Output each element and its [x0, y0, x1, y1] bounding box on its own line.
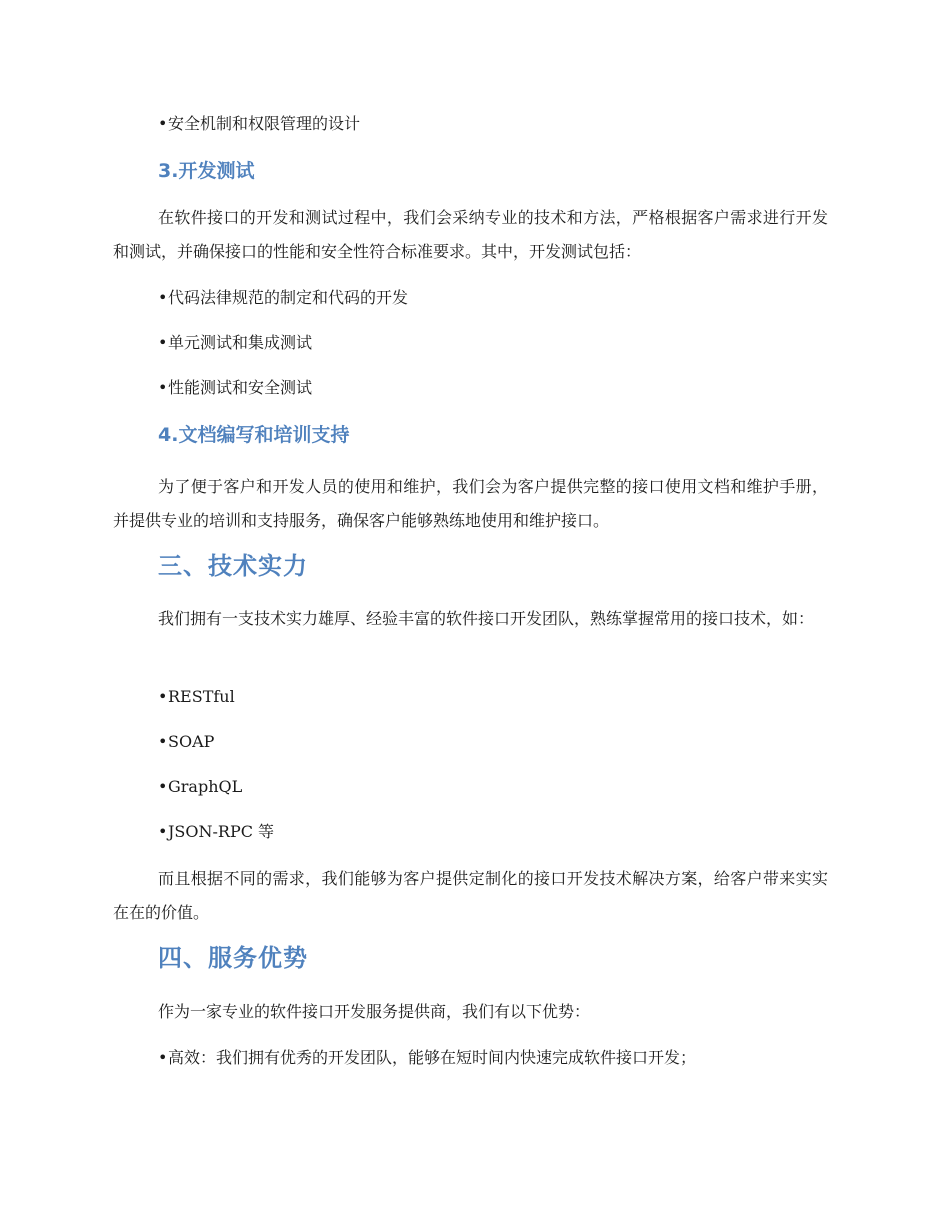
bullet-item [158, 1046, 828, 1070]
bullet-dot: • [158, 822, 168, 841]
bullet-item [158, 376, 828, 400]
chapter-heading-service: 四、服务优势 [158, 944, 308, 972]
bullet-text: RESTful [168, 687, 235, 706]
chapter-heading-tech: 三、技术实力 [158, 552, 308, 580]
bullet-text: 代码法律规范的制定和代码的开发 [168, 288, 409, 307]
bullet-dot: • [158, 732, 168, 751]
bullet-dot: • [158, 378, 168, 397]
bullet-text: SOAP [168, 732, 215, 751]
bullet-text: 单元测试和集成测试 [168, 333, 313, 352]
bullet-dot: • [158, 1048, 168, 1067]
paragraph: 作为一家专业的软件接口开发服务提供商，我们有以下优势： [158, 1002, 591, 1021]
paragraph: 为了便于客户和开发人员的使用和维护，我们会为客户提供完整的接口使用文档和维护手册，并提供专业的培训和支持服务，确保客户能够熟练地使用和维护接口。 [113, 477, 828, 530]
bullet-text: 安全机制和权限管理的设计 [168, 114, 361, 133]
bullet-dot: • [158, 777, 168, 796]
bullet-item [158, 286, 828, 310]
bullet-text: JSON-RPC 等 [168, 822, 275, 841]
bullet-text: 性能测试和安全测试 [168, 378, 313, 397]
bullet-item [158, 730, 828, 754]
paragraph: 我们拥有一支技术实力雄厚、经验丰富的软件接口开发团队，熟练掌握常用的接口技术，如： [158, 609, 815, 628]
section-heading-3: 3.开发测试 [158, 160, 255, 182]
bullet-dot: • [158, 114, 168, 133]
bullet-dot: • [158, 288, 168, 307]
paragraph: 在软件接口的开发和测试过程中，我们会采纳专业的技术和方法，严格根据客户需求进行开发和测试，并确保接口的性能和安全性符合标准要求。其中，开发测试包括： [113, 208, 828, 261]
bullet-item [158, 775, 828, 799]
bullet-text: GraphQL [168, 777, 243, 796]
bullet-item [158, 685, 828, 709]
bullet-dot: • [158, 687, 168, 706]
section-heading-4: 4.文档编写和培训支持 [158, 424, 350, 446]
bullet-item [158, 112, 828, 136]
bullet-text: 高效：我们拥有优秀的开发团队，能够在短时间内快速完成软件接口开发； [168, 1048, 697, 1067]
bullet-item [158, 820, 828, 844]
bullet-dot: • [158, 333, 168, 352]
bullet-item [158, 331, 828, 355]
paragraph: 而且根据不同的需求，我们能够为客户提供定制化的接口开发技术解决方案，给客户带来实实在在的价值。 [113, 869, 828, 922]
